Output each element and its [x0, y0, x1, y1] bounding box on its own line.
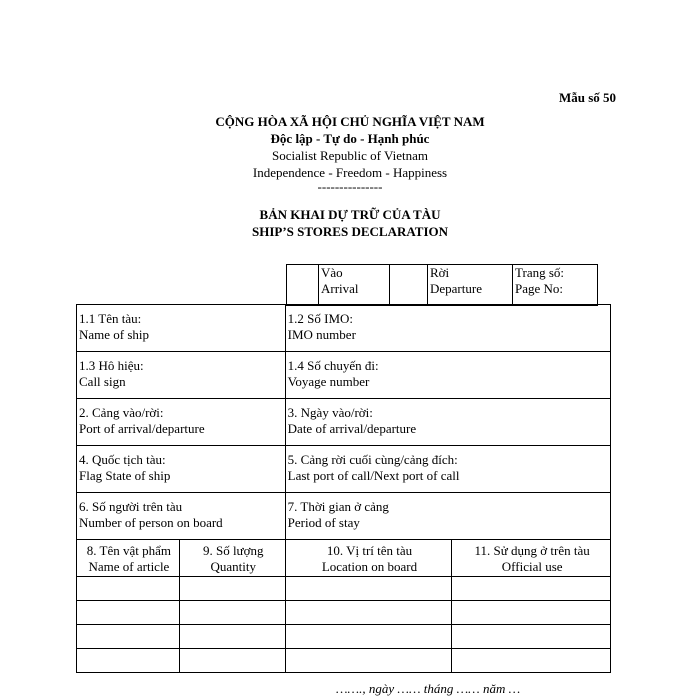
title-en: SHIP’S STORES DECLARATION [251, 224, 448, 239]
table-row [77, 601, 611, 625]
location-cell[interactable] [285, 601, 452, 625]
country-name-vn: CỘNG HÒA XÃ HỘI CHỦ NGHĨA VIỆT NAM [215, 114, 485, 129]
column-header-location: 10. Vị trí tên tàu Location on board [285, 540, 452, 577]
table-row [77, 625, 611, 649]
departure-label: Rời Departure [428, 265, 513, 306]
country-name-en: Socialist Republic of Vietnam [271, 148, 429, 163]
title-vn: BẢN KHAI DỰ TRỮ CỦA TÀU [259, 207, 441, 222]
period-of-stay-field[interactable]: 7. Thời gian ở cảng Period of stay [285, 493, 610, 540]
column-header-article: 8. Tên vật phẩm Name of article [77, 540, 180, 577]
arrival-departure-table [286, 264, 598, 306]
official-use-cell[interactable] [452, 601, 611, 625]
column-header-official-use: 11. Sử dụng ở trên tàu Official use [452, 540, 611, 577]
call-sign-field[interactable]: 1.3 Hô hiệu: Call sign [77, 352, 286, 399]
quantity-cell[interactable] [179, 649, 285, 673]
page-number-field[interactable]: Trang số: Page No: [513, 265, 598, 306]
table-row [77, 649, 611, 673]
motto-vn: Độc lập - Tự do - Hạnh phúc [270, 131, 430, 146]
last-port-field[interactable]: 5. Cảng rời cuối cùng/cảng đích: Last port of call/Next port of call [285, 446, 610, 493]
port-field[interactable]: 2. Cảng vào/rời: Port of arrival/departure [77, 399, 286, 446]
article-cell[interactable] [77, 601, 180, 625]
location-cell[interactable] [285, 577, 452, 601]
article-cell[interactable] [77, 649, 180, 673]
form-number: Mẫu số 50 [558, 90, 616, 105]
quantity-cell[interactable] [179, 577, 285, 601]
header-divider: --------------- [317, 179, 383, 194]
flag-state-field[interactable]: 4. Quốc tịch tàu: Flag State of ship [77, 446, 286, 493]
official-use-cell[interactable] [452, 577, 611, 601]
article-cell[interactable] [77, 625, 180, 649]
document-title [0, 206, 700, 240]
motto-en: Independence - Freedom - Happiness [252, 165, 448, 180]
arrival-checkbox[interactable] [287, 265, 319, 306]
imo-number-field[interactable]: 1.2 Số IMO: IMO number [285, 305, 610, 352]
table-row [77, 577, 611, 601]
location-cell[interactable] [285, 649, 452, 673]
official-use-cell[interactable] [452, 649, 611, 673]
voyage-number-field[interactable]: 1.4 Số chuyến đi: Voyage number [285, 352, 610, 399]
arrival-label: Vào Arrival [319, 265, 390, 306]
date-field[interactable]: 3. Ngày vào/rời: Date of arrival/departure [285, 399, 610, 446]
ship-stores-table [76, 304, 611, 673]
quantity-cell[interactable] [179, 601, 285, 625]
persons-on-board-field[interactable]: 6. Số người trên tàu Number of person on board [77, 493, 286, 540]
quantity-cell[interactable] [179, 625, 285, 649]
column-header-quantity: 9. Số lượng Quantity [179, 540, 285, 577]
document-header [0, 113, 700, 193]
date-line: ……., ngày …… tháng …… năm … [336, 681, 521, 696]
departure-checkbox[interactable] [390, 265, 428, 306]
article-cell[interactable] [77, 577, 180, 601]
official-use-cell[interactable] [452, 625, 611, 649]
ship-name-field[interactable]: 1.1 Tên tàu: Name of ship [77, 305, 286, 352]
location-cell[interactable] [285, 625, 452, 649]
